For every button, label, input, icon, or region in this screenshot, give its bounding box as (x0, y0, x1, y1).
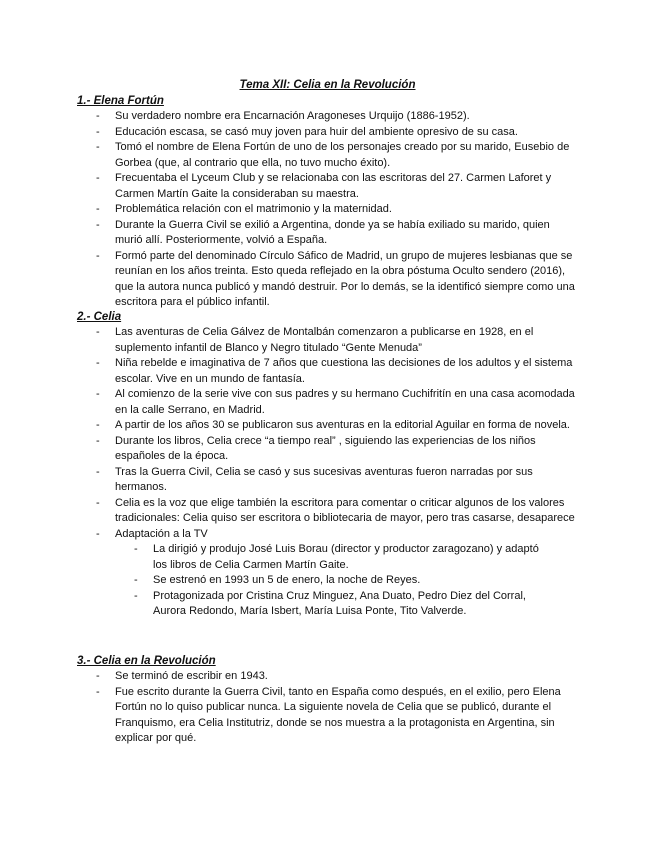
section-heading-celia-en-la-revolucion: 3.- Celia en la Revolución (77, 655, 216, 667)
bullet-dash: - (96, 141, 100, 153)
list-item (0, 685, 579, 747)
tv-adaptation-sublist (115, 542, 579, 620)
bullet-dash: - (96, 203, 100, 215)
bullet-dash: - (96, 218, 100, 231)
sub-list-item (115, 542, 547, 573)
bullet-dash: - (96, 388, 100, 400)
list-item (0, 249, 579, 311)
bullet-dash: - (96, 110, 100, 122)
list-item-text: Formó parte del denominado Círculo Sáfico de Madrid, un grupo de mujeres lesbianas que se reunían en los años treinta. Esto queda reflejado en la obra póstuma Oculto sendero (2016), que la autora nunca publicó y mandó destruir. Por lo demás, se la identificó siempre como una escritora para el público infantil. (115, 249, 575, 308)
sub-list-item-text: Se estrenó en 1993 un 5 de enero, la noche de Reyes. (153, 574, 421, 586)
sub-list-item-text: La dirigió y produjo José Luis Borau (director y productor zaragozano) y adaptó los libros de Celia Carmen Martín Gaite. (153, 543, 539, 571)
section-heading-celia: 2.- Celia (77, 311, 122, 323)
list-item (0, 325, 579, 356)
list-item-text: Al comienzo de la serie vive con sus padres y su hermano Cuchifritín en una casa acomodada en la calle Serrano, en Madrid. (115, 388, 575, 416)
list-item-text: Niña rebelde e imaginativa de 7 años que cuestiona las decisiones de los adultos y el sistema escolar. Vive en un mundo de fantasía. (115, 357, 573, 385)
list-item (0, 496, 579, 527)
bullet-dash: - (134, 574, 138, 586)
sub-list-item (115, 589, 547, 620)
list-item (0, 218, 579, 249)
section-heading-elena-fortun: 1.- Elena Fortún (77, 95, 164, 107)
list-item-text: Adaptación a la TV (115, 527, 208, 540)
bullet-dash: - (134, 589, 138, 602)
bullet-dash: - (96, 527, 100, 540)
list-item (0, 171, 579, 202)
section-3-list (0, 669, 655, 747)
bullet-dash: - (96, 249, 100, 262)
bullet-dash: - (96, 685, 100, 698)
list-item-text: Durante los libros, Celia crece “a tiempo real” , siguiendo las experiencias de los niños españoles de la época. (115, 434, 536, 462)
list-item-text: Educación escasa, se casó muy joven para huir del ambiente opresivo de su casa. (115, 125, 518, 138)
list-item (0, 669, 579, 685)
list-item-text: Fue escrito durante la Guerra Civil, tanto en España como después, en el exilio, pero Elena Fortún no lo quiso publicar nunca. La siguiente novela de Celia que se publicó, durante el Franquismo, era Celia Institutriz, donde se nos muestra a la protagonista en Argentina, sin explicar por qué. (115, 685, 561, 744)
list-item (0, 527, 579, 620)
page-title: Tema XII: Celia en la Revolución (239, 79, 416, 91)
list-item-text: Las aventuras de Celia Gálvez de Montalbán comenzaron a publicarse en 1928, en el suplemento infantil de Blanco y Negro titulado “Gente Menuda” (115, 326, 534, 354)
bullet-dash: - (96, 125, 100, 138)
list-item (0, 202, 579, 218)
list-item (0, 434, 579, 465)
sub-list-item-text: Protagonizada por Cristina Cruz Minguez, Ana Duato, Pedro Diez del Corral, Aurora Redondo, María Isbert, María Luisa Ponte, Tito Valverde. (153, 589, 526, 617)
list-item-text: Problemática relación con el matrimonio y la maternidad. (115, 203, 392, 215)
list-item-text: Se terminó de escribir en 1943. (115, 670, 268, 682)
section-1-list (0, 109, 655, 311)
list-item-text: Tras la Guerra Civil, Celia se casó y sus sucesivas aventuras fueron narradas por sus hermanos. (115, 465, 533, 493)
list-item (0, 140, 579, 171)
list-item (0, 356, 579, 387)
list-item-text: Tomó el nombre de Elena Fortún de uno de los personajes creado por su marido, Eusebio de Gorbea (que, al contrario que ella, no tuvo mucho éxito). (115, 141, 570, 169)
bullet-dash: - (96, 172, 100, 184)
list-item (0, 125, 579, 141)
list-item (0, 465, 579, 496)
bullet-dash: - (96, 496, 100, 509)
section-2-list (0, 325, 655, 620)
list-item (0, 109, 579, 125)
bullet-dash: - (96, 670, 100, 682)
list-item (0, 387, 579, 418)
sub-list-item (115, 573, 547, 589)
list-item-text: Celia es la voz que elige también la escritora para comentar o criticar algunos de los valores tradicionales: Celia quiso ser escritora o bibliotecaria de mayor, pero tras casarse, desaparece (115, 496, 575, 524)
bullet-dash: - (96, 419, 100, 431)
bullet-dash: - (96, 326, 100, 338)
list-item-text: A partir de los años 30 se publicaron sus aventuras en la editorial Aguilar en forma de novela. (115, 419, 570, 431)
bullet-dash: - (96, 357, 100, 369)
bullet-dash: - (134, 543, 138, 555)
list-item (0, 418, 579, 434)
list-item-text: Durante la Guerra Civil se exilió a Argentina, donde ya se había exiliado su marido, quien murió allí. Posteriormente, volvió a España. (115, 218, 550, 246)
list-item-text: Frecuentaba el Lyceum Club y se relacionaba con las escritoras del 27. Carmen Laforet y Carmen Martín Gaite la consideraban su maestra. (115, 172, 552, 200)
bullet-dash: - (96, 465, 100, 478)
bullet-dash: - (96, 434, 100, 447)
list-item-text: Su verdadero nombre era Encarnación Aragoneses Urquijo (1886-1952). (115, 110, 470, 122)
